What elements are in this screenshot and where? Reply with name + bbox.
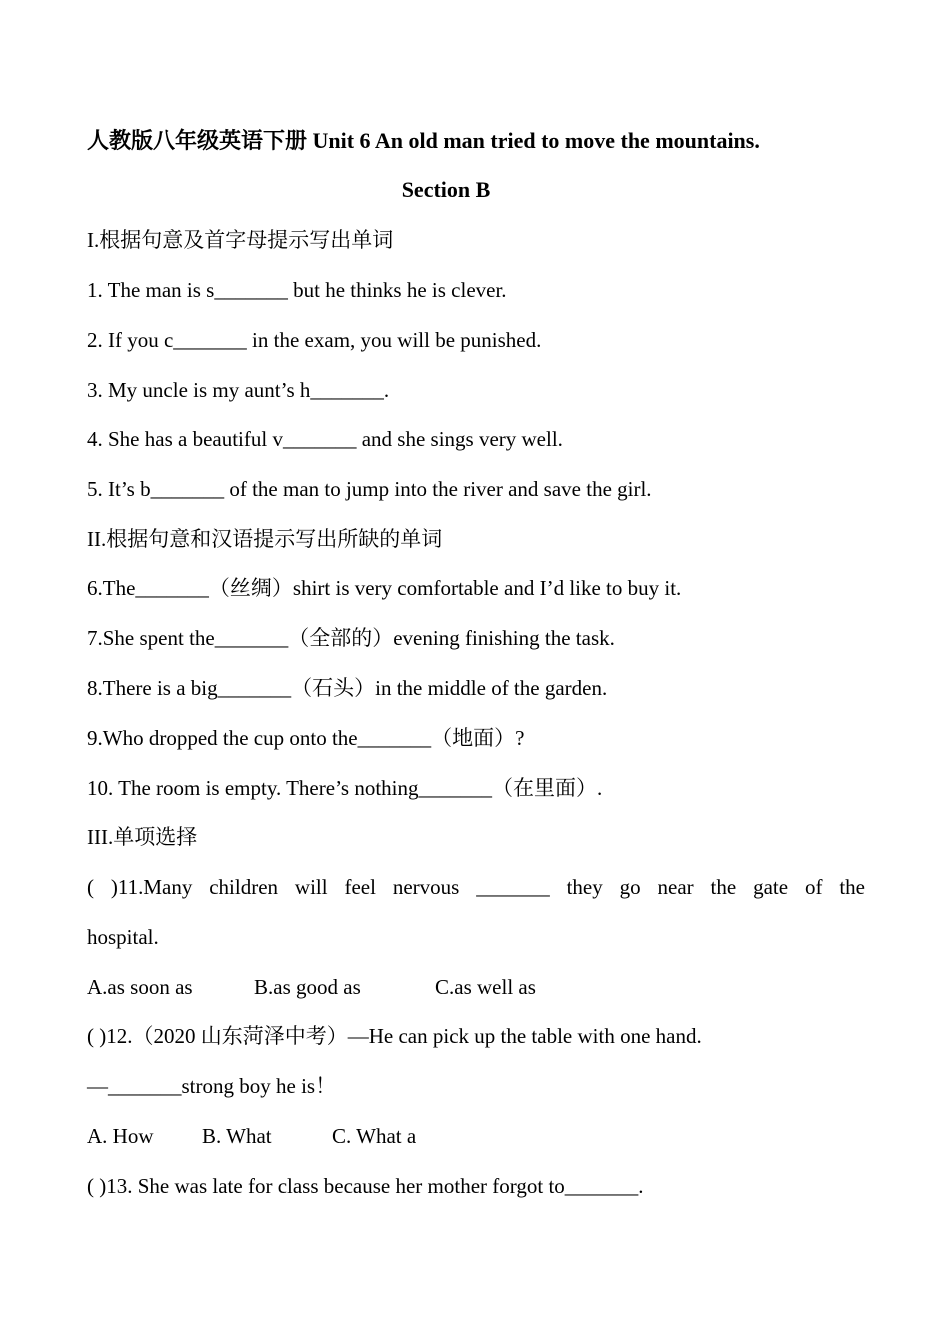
- option-a: A. How: [87, 1124, 154, 1148]
- question-11-stem: ( )11.Many children will feel nervous _______ they go near the gate of the: [87, 875, 865, 899]
- question-5: 5. It’s b_______ of the man to jump into the river and save the girl.: [87, 477, 652, 501]
- question-8: 8.There is a big_______（石头）in the middle of the garden.: [87, 676, 608, 700]
- question-6: 6.The_______（丝绸）shirt is very comfortable and I’d like to buy it.: [87, 576, 682, 600]
- question-1: 1. The man is s_______ but he thinks he is clever.: [87, 278, 507, 302]
- question-9: 9.Who dropped the cup onto the_______（地面）?: [87, 726, 525, 750]
- question-7: 7.She spent the_______（全部的）evening finishing the task.: [87, 626, 615, 650]
- section-3-heading: III.单项选择: [87, 825, 198, 849]
- option-c: C.as well as: [435, 975, 536, 999]
- option-b: B.as good as: [254, 975, 361, 999]
- question-4: 4. She has a beautiful v_______ and she sings very well.: [87, 427, 563, 451]
- question-11-stem-continued: hospital.: [87, 925, 159, 949]
- question-12-options: [87, 1123, 416, 1149]
- question-12-stem: ( )12.（2020 山东菏泽中考）—He can pick up the table with one hand.: [87, 1024, 702, 1048]
- document-subtitle: Section B: [401, 177, 491, 202]
- question-13-stem: ( )13. She was late for class because her mother forgot to_______.: [87, 1174, 644, 1198]
- question-3: 3. My uncle is my aunt’s h_______.: [87, 378, 390, 402]
- section-1-heading: I.根据句意及首字母提示写出单词: [87, 228, 394, 252]
- question-10: 10. The room is empty. There’s nothing_______（在里面）.: [87, 776, 603, 800]
- document-title: 人教版八年级英语下册 Unit 6 An old man tried to move the mountains.: [87, 128, 760, 153]
- option-b: B. What: [202, 1124, 272, 1148]
- question-2: 2. If you c_______ in the exam, you will be punished.: [87, 328, 542, 352]
- option-a: A.as soon as: [87, 975, 193, 999]
- question-11-options: [87, 974, 536, 1000]
- option-c: C. What a: [332, 1124, 417, 1148]
- question-12-response: —_______strong boy he is！: [87, 1074, 337, 1098]
- section-2-heading: II.根据句意和汉语提示写出所缺的单词: [87, 527, 443, 551]
